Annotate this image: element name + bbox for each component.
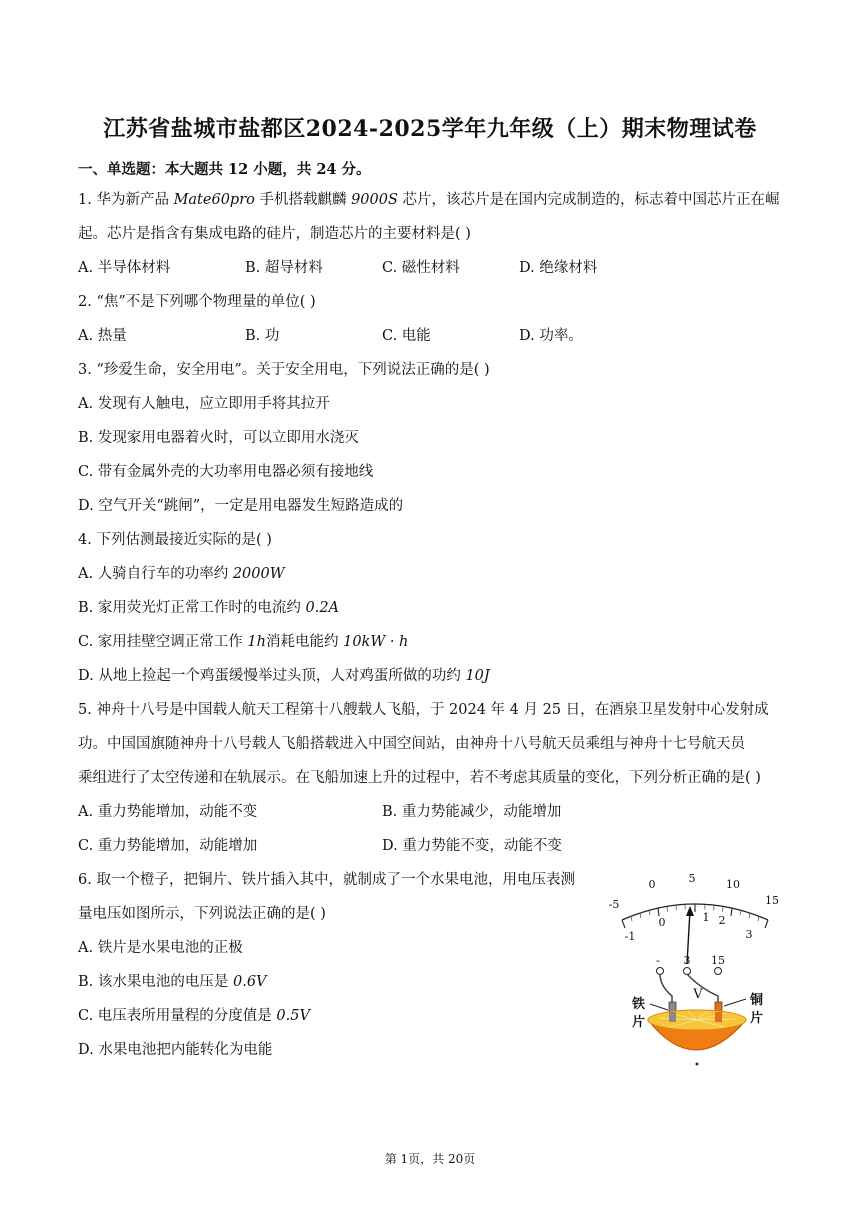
q4-a-text: A. 人骑自行车的功率约 bbox=[78, 566, 233, 582]
lower-tick-label: 1 bbox=[702, 911, 710, 924]
question-2: 2. “焦”不是下列哪个物理量的单位( ) bbox=[78, 294, 316, 310]
q4-d-math: 10J bbox=[465, 668, 490, 684]
q6-b-math: 0.6V bbox=[232, 974, 267, 990]
q6-option-c bbox=[78, 1006, 310, 1026]
terminal-label: 15 bbox=[711, 954, 725, 967]
q4-d-text: D. 从地上捡起一个鸡蛋缓慢举过头顶，人对鸡蛋所做的功约 bbox=[78, 668, 466, 684]
orange-stem bbox=[696, 1063, 699, 1066]
q2-option-a: A. 热量 bbox=[78, 328, 127, 344]
terminal-3 bbox=[684, 968, 691, 975]
q5-option-c: C. 重力势能增加，动能增加 bbox=[78, 838, 258, 854]
question-1-line-2: 起。芯片是指含有集成电路的硅片，制造芯片的主要材料是( ) bbox=[78, 226, 471, 242]
pointer-head bbox=[686, 906, 694, 916]
upper-tick-label: -5 bbox=[608, 898, 620, 911]
q1-math-2: 9000S bbox=[351, 192, 398, 208]
question-5-line-2: 功。中国国旗随神舟十八号载人飞船搭载进入中国空间站，由神舟十八号航天员乘组与神舟十七号航天员 bbox=[78, 736, 745, 752]
q4-option-b bbox=[78, 598, 339, 618]
upper-tick-label: 10 bbox=[726, 878, 740, 891]
upper-tick-label: 5 bbox=[688, 872, 696, 885]
q3-option-b: B. 发现家用电器着火时，可以立即用水浇灭 bbox=[78, 430, 359, 446]
q2-option-d: D. 功率。 bbox=[519, 328, 583, 344]
page-title: 江苏省盐城市盐都区2024-2025学年九年级（上）期末物理试卷 bbox=[103, 116, 757, 142]
iron-pointer-line bbox=[650, 1004, 668, 1010]
lower-tick-label: -1 bbox=[624, 930, 636, 943]
q3-option-c: C. 带有金属外壳的大功率用电器必须有接地线 bbox=[78, 464, 374, 480]
wire-iron bbox=[660, 974, 672, 1006]
lower-tick-label: 2 bbox=[718, 914, 726, 927]
q1-text-b: 手机搭载麒麟 bbox=[254, 192, 352, 208]
terminal-label: 3 bbox=[683, 954, 691, 967]
terminal-negative bbox=[657, 968, 664, 975]
q1-text-c: 芯片，该芯片是在国内完成制造的，标志着中国芯片正在崛 bbox=[397, 192, 780, 208]
question-1-line-1 bbox=[78, 190, 780, 210]
q1-option-c: C. 磁性材料 bbox=[382, 260, 460, 276]
terminal-15 bbox=[715, 968, 722, 975]
q5-option-a: A. 重力势能增加，动能不变 bbox=[78, 804, 258, 820]
q2-option-b: B. 功 bbox=[245, 328, 280, 344]
lower-tick-label: 0 bbox=[658, 916, 666, 929]
q6-option-b bbox=[78, 972, 267, 992]
q4-c-math-1: 1h bbox=[247, 634, 266, 650]
q6-option-d: D. 水果电池把内能转化为电能 bbox=[78, 1042, 273, 1058]
iron-plate-in-orange bbox=[669, 1012, 676, 1022]
q3-option-d: D. 空气开关“跳闸”，一定是用电器发生短路造成的 bbox=[78, 498, 404, 514]
question-6-line-2: 量电压如图所示，下列说法正确的是( ) bbox=[78, 906, 326, 922]
q3-option-a: A. 发现有人触电，应立即用手将其拉开 bbox=[78, 396, 330, 412]
q6-c-math: 0.5V bbox=[276, 1008, 310, 1024]
page-footer: 第 1页，共 20页 bbox=[384, 1152, 476, 1166]
voltmeter-diagram bbox=[600, 868, 790, 1073]
q4-b-text: B. 家用荧光灯正常工作时的电流约 bbox=[78, 600, 306, 616]
q4-option-c bbox=[78, 632, 408, 652]
q4-c-text: C. 家用挂壁空调正常工作 bbox=[78, 634, 248, 650]
question-3: 3. “珍爱生命，安全用电”。关于安全用电，下列说法正确的是( ) bbox=[78, 362, 490, 378]
q4-c-text-mid: 消耗电能约 bbox=[265, 634, 344, 650]
upper-tick-label: 0 bbox=[648, 878, 656, 891]
iron-label: 铁 bbox=[632, 997, 646, 1012]
section-heading: 一、单选题：本大题共 12 小题，共 24 分。 bbox=[78, 161, 371, 178]
meter-letter: V bbox=[693, 987, 703, 1002]
q4-option-a bbox=[78, 564, 285, 584]
copper-plate-in-orange bbox=[715, 1012, 722, 1022]
voltmeter-figure bbox=[600, 868, 790, 1073]
copper-label: 铜 bbox=[750, 993, 764, 1008]
q6-c-text: C. 电压表所用量程的分度值是 bbox=[78, 1008, 277, 1024]
terminal-label: - bbox=[656, 954, 660, 967]
q5-option-d: D. 重力势能不变，动能不变 bbox=[382, 838, 562, 854]
question-5-line-3: 乘组进行了太空传递和在轨展示。在飞船加速上升的过程中，若不考虑其质量的变化，下列分析正确的是( ) bbox=[78, 770, 761, 786]
q6-b-text: B. 该水果电池的电压是 bbox=[78, 974, 233, 990]
copper-label: 片 bbox=[750, 1011, 764, 1026]
q1-option-a: A. 半导体材料 bbox=[78, 260, 171, 276]
q4-option-d bbox=[78, 666, 490, 686]
question-5-line-1: 5. 神舟十八号是中国载人航天工程第十八艘载人飞船，于 2024 年 4 月 25 日，在酒泉卫星发射中心发射成 bbox=[78, 702, 769, 718]
q1-math-1: Mate60pro bbox=[173, 192, 255, 208]
q4-c-math-2: 10kW · h bbox=[343, 634, 409, 650]
question-4: 4. 下列估测最接近实际的是( ) bbox=[78, 532, 272, 548]
q4-a-math: 2000W bbox=[232, 566, 285, 582]
q6-option-a: A. 铁片是水果电池的正极 bbox=[78, 940, 243, 956]
upper-tick-label: 15 bbox=[765, 894, 779, 907]
q1-option-b: B. 超导材料 bbox=[245, 260, 323, 276]
q1-option-d: D. 绝缘材料 bbox=[519, 260, 598, 276]
lower-tick-label: 3 bbox=[745, 928, 753, 941]
q2-option-c: C. 电能 bbox=[382, 328, 431, 344]
dial-ticks bbox=[622, 904, 768, 928]
question-6-line-1: 6. 取一个橙子，把铜片、铁片插入其中，就制成了一个水果电池，用电压表测 bbox=[78, 872, 575, 888]
q1-text-a: 1. 华为新产品 bbox=[78, 192, 174, 208]
q4-b-math: 0.2A bbox=[305, 600, 340, 616]
iron-label: 片 bbox=[632, 1015, 646, 1030]
copper-pointer-line bbox=[724, 999, 746, 1006]
q5-option-b: B. 重力势能减少，动能增加 bbox=[382, 804, 562, 820]
